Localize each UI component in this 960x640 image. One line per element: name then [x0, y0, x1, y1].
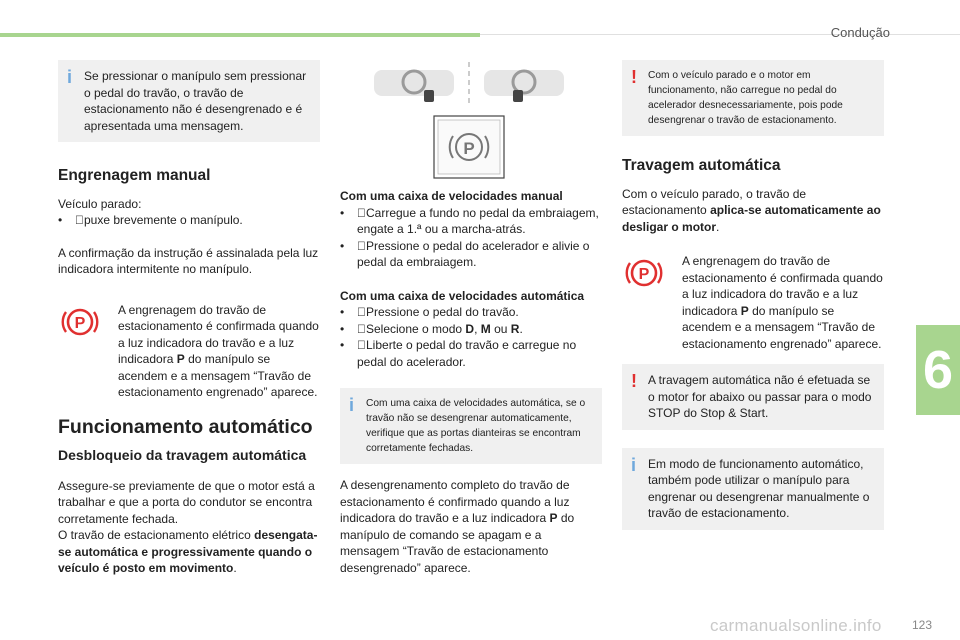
page-number: 123 — [911, 618, 932, 632]
header-accent-bar — [0, 33, 480, 37]
confirmation-text: A confirmação da instrução é assinalada pela luz indicadora intermitente no manípulo. — [58, 245, 319, 276]
manual-step-2: • Pressione o pedal do acelerador e alivie o pedal da embraiagem. — [340, 238, 590, 269]
svg-text:P: P — [74, 314, 86, 332]
auto-step-3: • Liberte o pedal do travão e carregue no pedal do acelerador. — [340, 338, 577, 369]
warning-text: A travagem automática não é efetuada se o motor for abaixo ou passar para o modo STOP do Stop & Start. — [648, 373, 872, 420]
warning-icon: ! — [631, 371, 637, 391]
parking-brake-warning-icon — [622, 253, 666, 293]
info-icon: i — [631, 454, 637, 475]
heading-manual-engagement: Engrenagem manual — [58, 167, 211, 184]
column-1 — [58, 60, 320, 577]
column-3 — [622, 60, 884, 530]
precondition-text: Assegure-se previamente de que o motor está a trabalhar e que a porta do condutor se encontra corretamente fechada. — [58, 478, 315, 526]
section-title: Condução — [830, 25, 890, 40]
steering-wheel-illustration — [356, 60, 586, 182]
parking-brake-warning-icon — [58, 302, 102, 342]
warning-icon: ! — [631, 67, 637, 87]
auto-apply-text: Com o veículo parado, o travão de estacionamento aplica-se automaticamente ao desligar o motor. — [622, 186, 881, 234]
parking-confirm-row — [58, 302, 320, 401]
auto-release-text: O travão de estacionamento elétrico desengata-se automática e progressivamente quando o veículo é posto em movimento. — [58, 528, 318, 575]
parking-confirm-row — [622, 253, 884, 352]
warning-text: Com o veículo parado e o motor em funcionamento, não carregue no pedal do acelerador desnecessariamente, pois pode desengrenar o travão de estacionamento. — [648, 70, 843, 126]
info-text: Com uma caixa de velocidades automática, se o travão não se desengrenar automaticamente, verifique que as portas dianteiras se encontram corretamente fechadas. — [366, 398, 586, 454]
bullet-icon: • — [58, 213, 63, 227]
auto-step-1: • Pressione o pedal do travão. — [340, 305, 519, 319]
release-confirm-text: A desengrenamento completo do travão de estacionamento é confirmado quando a luz indicadora do travão e a luz indicadora P do manípulo de comando se apagam e a mensagem “Travão de estacionamento desengrenado” aparece. — [340, 478, 575, 575]
auto-step-2: • Selecione o modo D, M ou R. — [340, 321, 523, 336]
heading-automatic-braking: Travagem automática — [622, 157, 781, 174]
info-text: Se pressionar o manípulo sem pressionar o pedal do travão, o travão de estacionamento não é desengrenado e é apresentada uma mensagem. — [84, 69, 307, 133]
warning-box — [622, 364, 884, 430]
info-icon: i — [349, 395, 355, 415]
heading-automatic-operation: Funcionamento automático — [58, 415, 313, 438]
info-icon: i — [67, 67, 73, 87]
heading-manual-gearbox: Com uma caixa de velocidades manual — [340, 189, 563, 203]
info-text: Em modo de funcionamento automático, também pode utilizar o manípulo para engrenar ou desengrenar manualmente o travão de estacionamento. — [648, 456, 870, 520]
info-box — [622, 448, 884, 530]
column-2 — [340, 60, 602, 576]
chapter-tab: 6 — [916, 325, 960, 415]
svg-text:P: P — [463, 139, 475, 158]
info-box — [58, 60, 320, 142]
warning-box — [622, 60, 884, 136]
parking-confirm-text: A engrenagem do travão de estacionamento é confirmada quando a luz indicadora do travão e a luz indicadora P do manípulo se acendem e a mensagem “Travão de estacionamento engrenado” aparece. — [118, 302, 319, 399]
bullet-pull-lever: • puxe brevemente o manípulo. — [58, 213, 243, 227]
vehicle-stopped-text: Veículo parado: — [58, 196, 142, 211]
manual-step-1: • Carregue a fundo no pedal da embraiagem, engate a 1.ª ou a marcha-atrás. — [340, 205, 599, 236]
heading-automatic-gearbox: Com uma caixa de velocidades automática — [340, 288, 585, 303]
heading-unlock-auto-brake: Desbloqueio da travagem automática — [58, 447, 307, 463]
svg-text:P: P — [638, 266, 650, 283]
parking-confirm-text: A engrenagem do travão de estacionamento é confirmada quando a luz indicadora do travão e a luz indicadora P do manípulo se acendem e a mensagem “Travão de estacionamento engrenado” aparece. — [682, 254, 883, 351]
watermark: carmanualsonline.info — [710, 616, 882, 635]
info-box — [340, 388, 602, 464]
